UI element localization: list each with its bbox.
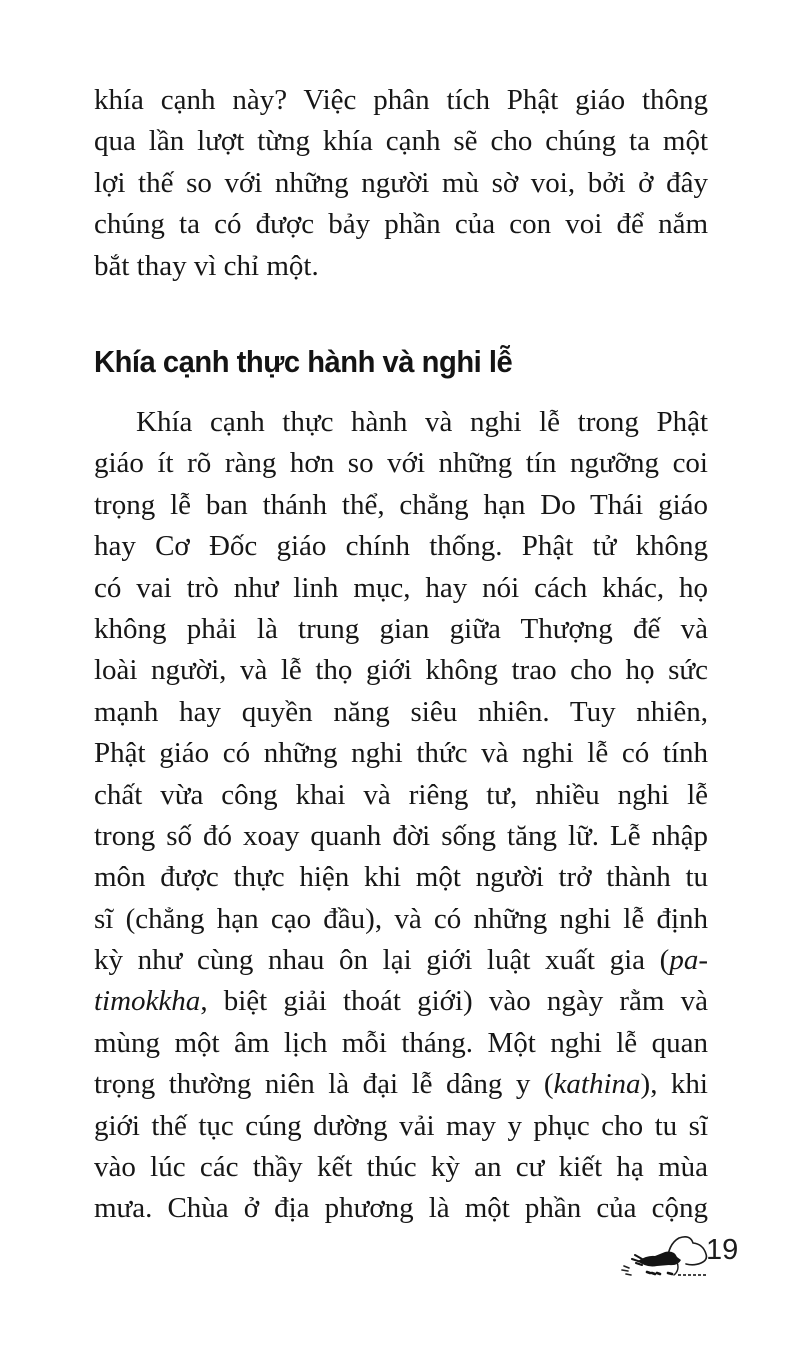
text-line: lợi thế so với những người mù sờ voi, bởi ở đây <box>94 166 708 199</box>
text-line: trong số đó xoay quanh đời sống tăng lữ. Lễ nhập <box>94 819 708 852</box>
text-line: bắt thay vì chỉ một. <box>94 249 319 282</box>
text-line: loài người, và lễ thọ giới không trao cho họ sức <box>94 654 708 687</box>
paragraph-continuation <box>94 80 708 287</box>
paragraph-body <box>94 402 708 1230</box>
text-line: chúng ta có được bảy phần của con voi để nắm <box>94 208 708 241</box>
text-line: sĩ (chẳng hạn cạo đầu), và có những nghi lễ định <box>94 902 708 935</box>
text-line: hay Cơ Đốc giáo chính thống. Phật tử không <box>94 530 708 563</box>
reclining-buffalo-sketch-icon <box>620 1230 712 1280</box>
text-line: chất vừa công khai và riêng tư, nhiều nghi lễ <box>94 778 708 811</box>
text-line: có vai trò như linh mục, hay nói cách khác, họ <box>94 571 708 604</box>
text-line: qua lần lượt từng khía cạnh sẽ cho chúng ta một <box>94 125 708 158</box>
text-line: Phật giáo có những nghi thức và nghi lễ có tính <box>94 737 708 770</box>
text-line: vào lúc các thầy kết thúc kỳ an cư kiết hạ mùa <box>94 1151 708 1184</box>
text-line: môn được thực hiện khi một người trở thành tu <box>94 861 708 894</box>
text-line: không phải là trung gian giữa Thượng đế và <box>94 612 708 645</box>
page-number: 19 <box>706 1234 739 1266</box>
text-line: giáo ít rõ ràng hơn so với những tín ngưỡng coi <box>94 447 708 480</box>
text-line: Khía cạnh thực hành và nghi lễ trong Phật <box>136 406 708 438</box>
text-line: khía cạnh này? Việc phân tích Phật giáo thông <box>94 84 708 116</box>
section-heading: Khía cạnh thực hành và nghi lễ <box>94 344 513 379</box>
text-line: giới thế tục cúng dường vải may y phục cho tu sĩ <box>94 1109 708 1142</box>
text-line: trọng thường niên là đại lễ dâng y (kathina), khi <box>94 1068 708 1101</box>
text-line: timokkha, biệt giải thoát giới) vào ngày rằm và <box>94 985 708 1018</box>
text-line: mưa. Chùa ở địa phương là một phần của cộng <box>94 1192 708 1225</box>
text-line: trọng lễ ban thánh thể, chẳng hạn Do Thái giáo <box>94 488 708 521</box>
text-line: mạnh hay quyền năng siêu nhiên. Tuy nhiên, <box>94 695 708 728</box>
text-line: mùng một âm lịch mỗi tháng. Một nghi lễ quan <box>94 1026 708 1059</box>
text-line: kỳ như cùng nhau ôn lại giới luật xuất gia (pa- <box>94 944 708 977</box>
page-footer <box>620 1228 760 1284</box>
